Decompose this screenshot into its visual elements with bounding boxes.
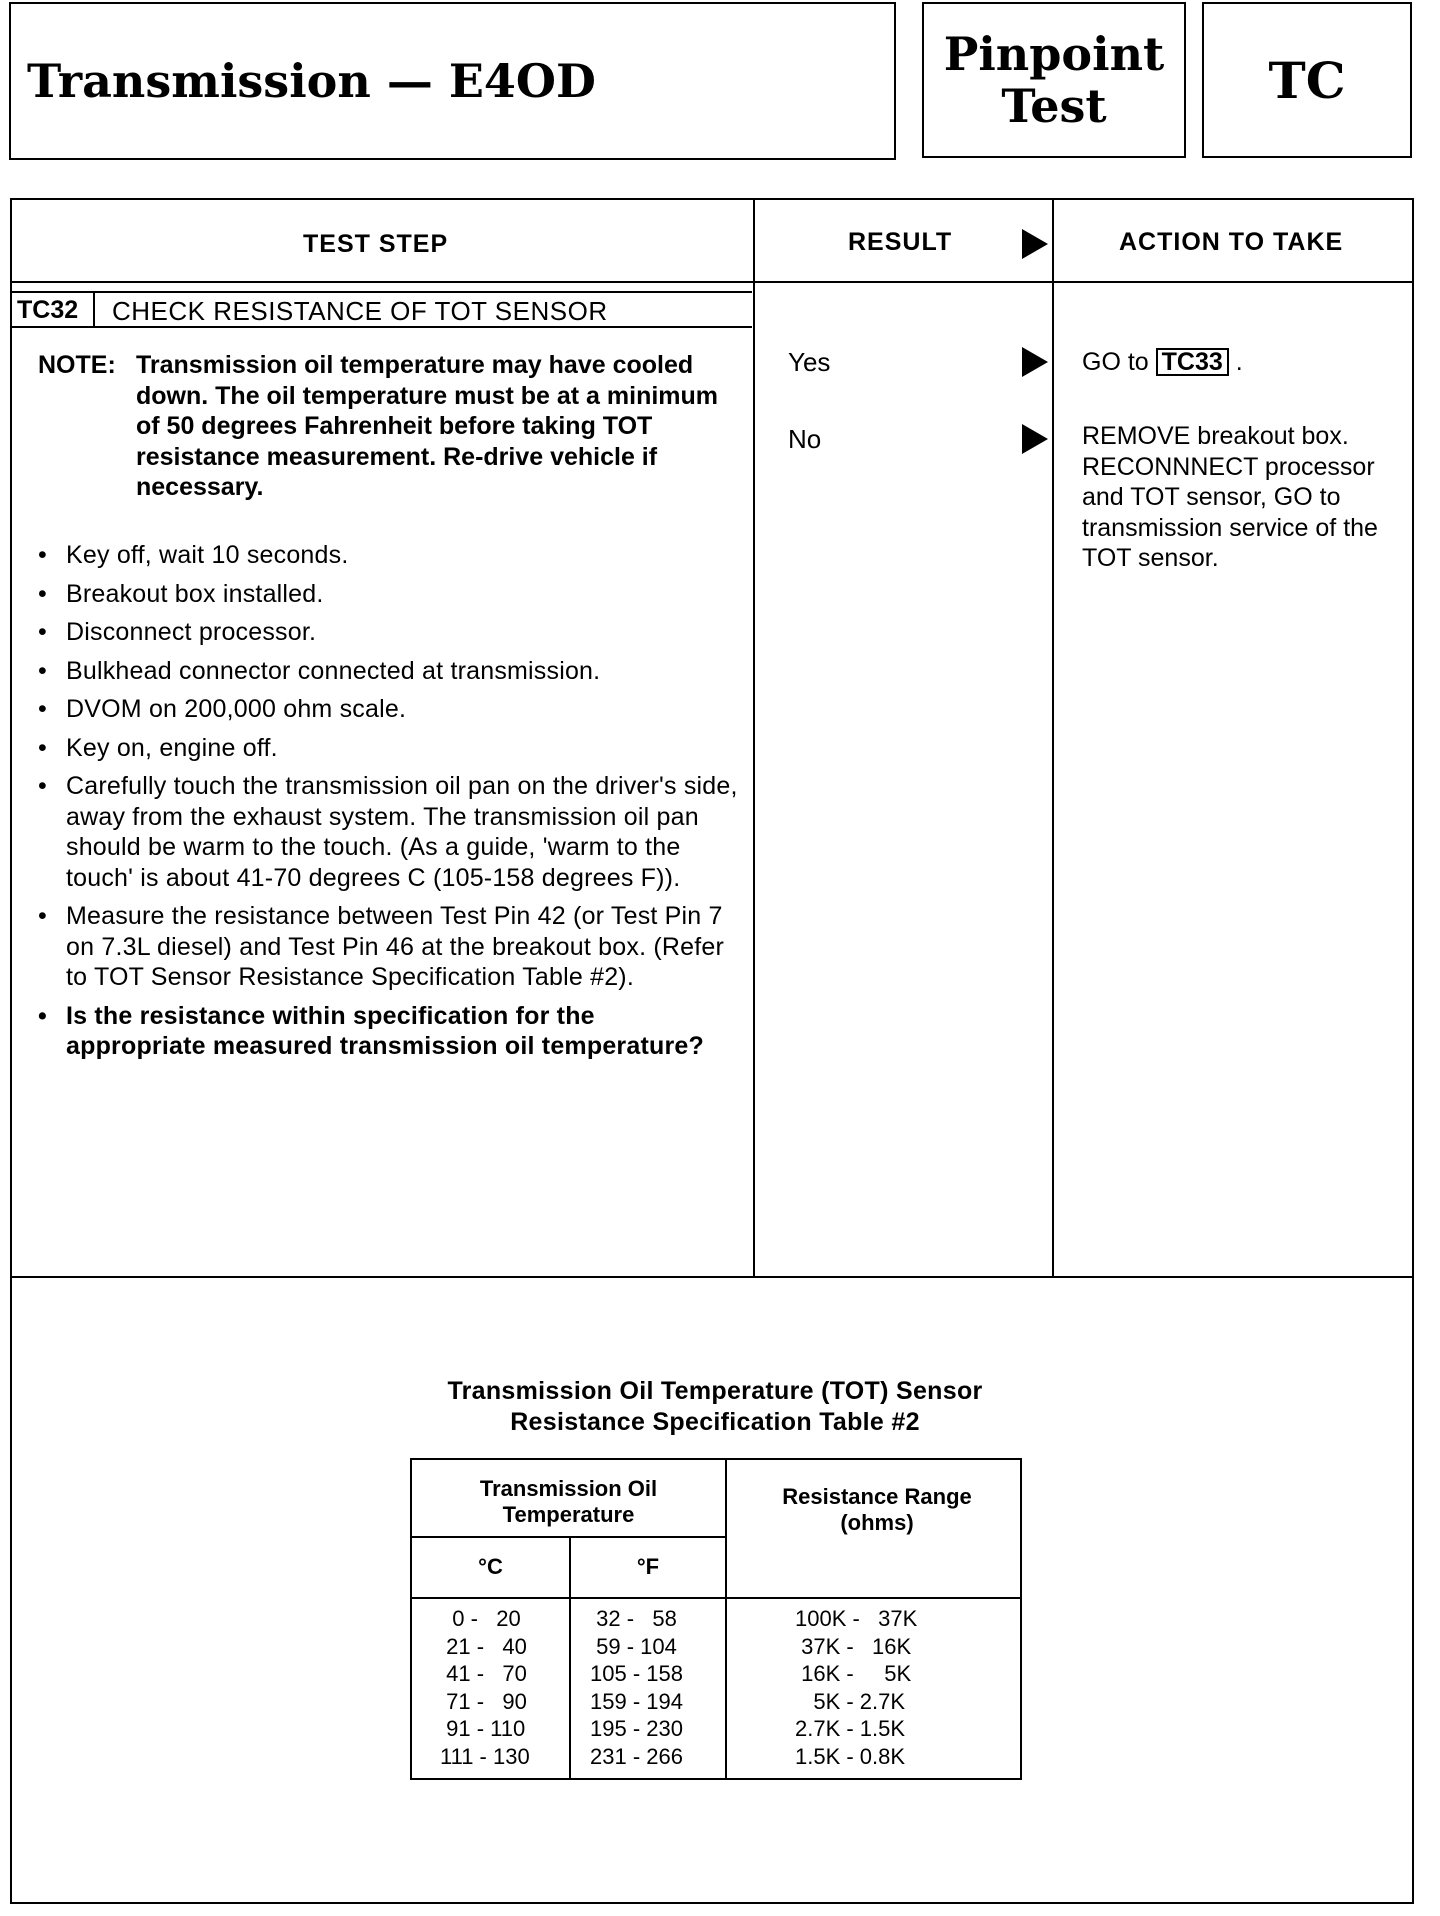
spec-table-divider [412,1536,725,1538]
result-yes-arrow-icon [1022,347,1048,377]
spec-table-title [380,1376,1050,1438]
spec-col-resistance: Resistance Range (ohms) [782,1484,972,1535]
list-item: • Measure the resistance between Test Pin 42 (or Test Pin 7 on 7.3L diesel) and Test Pin 46 at the breakout box. (Refer to TOT Sensor Resistance Specification Table #2). [38,901,738,993]
step-title: CHECK RESISTANCE OF TOT SENSOR [112,296,608,326]
action-yes-suffix: . [1235,348,1243,376]
result-header-arrow-icon [1022,229,1048,259]
spec-col-fahrenheit: °F [636,1554,660,1579]
list-item-question: • Is the resistance within specification for the appropriate measured transmission oil temperature? [38,1001,738,1062]
spec-table [410,1458,1022,1780]
result-header: RESULT [848,228,953,256]
result-yes: Yes [788,347,831,377]
note-text: Transmission oil temperature may have cooled down. The oil temperature must be at a minimum of 50 degrees Fahrenheit before taking TOT resistance measurement. Re-drive vehicle if necessary. [136,351,719,501]
header-title-box [9,2,896,160]
action-header: ACTION TO TAKE [1119,228,1344,256]
action-no: REMOVE breakout box. RECONNNECT processor and TOT sensor, GO to transmission service of the TOT sensor. [1082,422,1378,572]
note-label: NOTE: [38,351,116,379]
action-column-divider [1052,198,1054,1278]
step-reference-tc33[interactable]: TC33 [1156,348,1229,376]
action-yes-prefix: GO to [1082,348,1149,376]
column-header-divider [10,281,1414,283]
step-id-separator [93,293,95,326]
result-no-arrow-icon [1022,424,1048,454]
list-item: • Key off, wait 10 seconds. [38,540,738,571]
section-code: TC [1268,50,1346,110]
list-item: • DVOM on 200,000 ohm scale. [38,694,738,725]
spec-col-celsius: °C [478,1554,503,1579]
step-id-row [12,291,752,328]
result-no: No [788,424,822,454]
pinpoint-test-box [922,2,1186,158]
test-step-header: TEST STEP [303,230,449,258]
spec-values-fahrenheit: 32 - 58 59 - 104 105 - 158 159 - 194 195 - 230 231 - 266 [590,1606,683,1769]
list-item: • Bulkhead connector connected at transmission. [38,656,738,687]
spec-values-celsius: 0 - 20 21 - 40 41 - 70 71 - 90 91 - 110 111 - 130 [440,1606,530,1769]
step-instructions [38,540,738,1070]
list-item: • Breakout box installed. [38,579,738,610]
table-section-divider [10,1276,1414,1278]
spec-values-resistance: 100K - 37K 37K - 16K 16K - 5K 5K - 2.7K 2.7K - 1.5K 1.5K - 0.8K [795,1606,918,1769]
result-column-divider [753,198,755,1278]
step-note [38,350,738,503]
list-item: • Disconnect processor. [38,617,738,648]
action-yes [1082,347,1402,378]
section-code-box [1202,2,1412,158]
page-title: Transmission — E4OD [27,54,596,108]
spec-table-divider [725,1460,727,1778]
pinpoint-test-label: Pinpoint Test [943,27,1165,133]
spec-table-divider [412,1597,1020,1599]
spec-table-title-line1: Transmission Oil Temperature (TOT) Sensor [447,1377,983,1405]
list-item: • Key on, engine off. [38,733,738,764]
spec-group-header: Transmission Oil Temperature [479,1476,658,1527]
spec-table-title-line2: Resistance Specification Table #2 [510,1408,920,1436]
list-item: • Carefully touch the transmission oil pan on the driver's side, away from the exhaust system. The transmission oil pan should be warm to the touch. (As a guide, 'warm to the touch' is about 41-70 degrees C (105-158 degrees F)). [38,771,738,893]
step-id: TC32 [17,296,79,324]
